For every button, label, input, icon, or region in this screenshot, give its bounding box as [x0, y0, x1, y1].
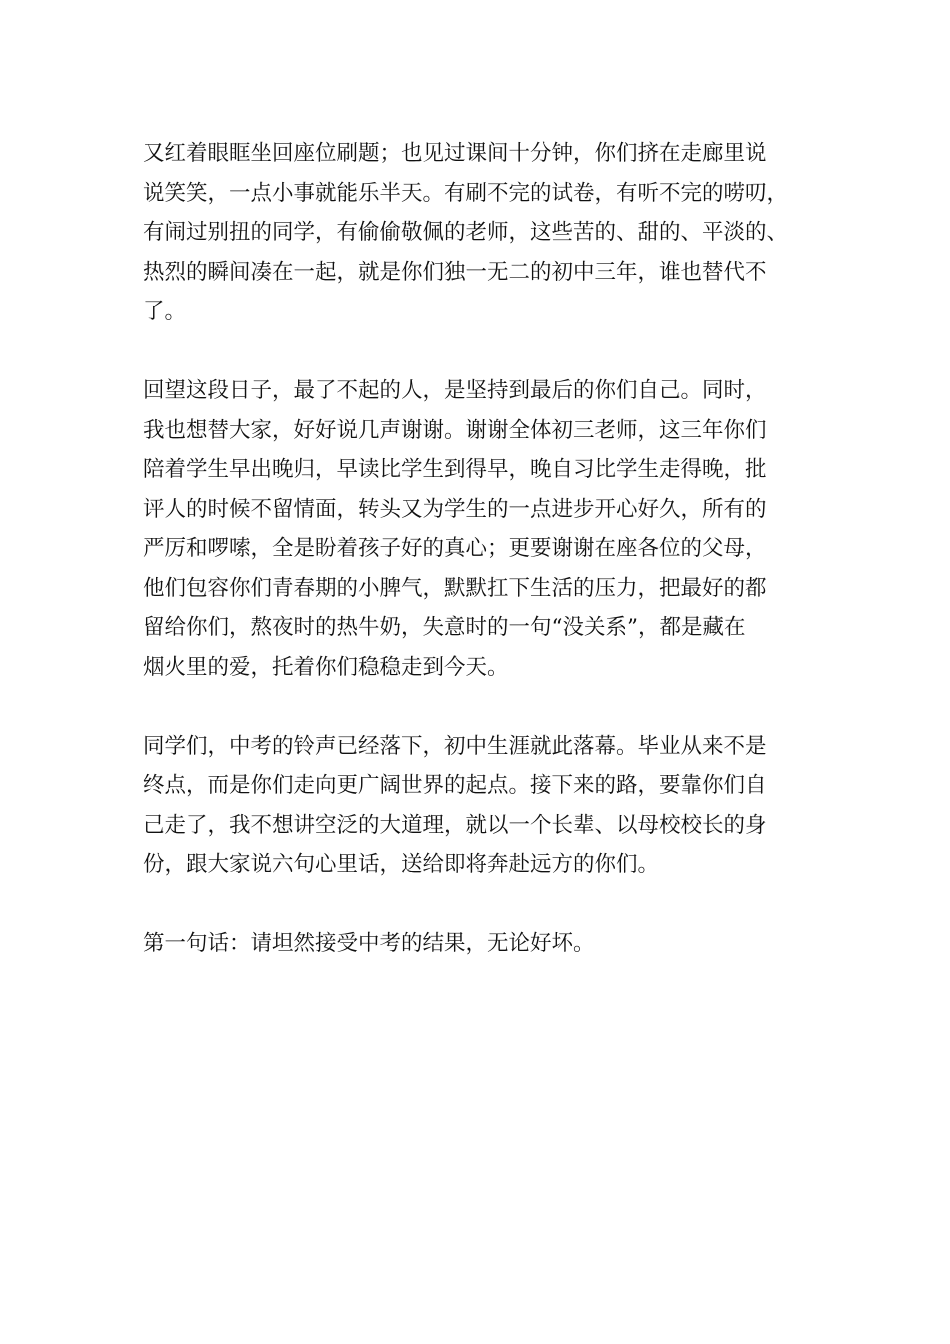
text-line: 严厉和啰嗦，全是盼着孩子好的真心；更要谢谢在座各位的父母， [143, 536, 767, 561]
text-line: 我也想替大家，好好说几声谢谢。谢谢全体初三老师，这三年你们 [143, 417, 767, 443]
text-line: 陪着学生早出晚归，早读比学生到得早，晚自习比学生走得晚，批 [143, 457, 767, 482]
paragraph-1 [143, 134, 833, 332]
paragraph-4 [143, 924, 833, 964]
text-line: 了。 [143, 299, 187, 324]
paragraph-3 [143, 727, 833, 885]
text-line: 己走了，我不想讲空泛的大道理，就以一个长辈、以母校校长的身 [143, 812, 767, 838]
text-line: 同学们，中考的铃声已经落下，初中生涯就此落幕。毕业从来不是 [143, 733, 767, 759]
text-line: 又红着眼眶坐回座位刷题；也见过课间十分钟，你们挤在走廊里说 [143, 141, 767, 166]
text-line: 评人的时候不留情面，转头又为学生的一点进步开心好久，所有的 [143, 496, 767, 522]
text-line: 说笑笑，一点小事就能乐半天。有刷不完的试卷，有听不完的唠叨， [143, 180, 789, 206]
text-line: 终点，而是你们走向更广阔世界的起点。接下来的路，要靠你们自 [143, 773, 767, 798]
text-line: 第一句话：请坦然接受中考的结果，无论好坏。 [143, 931, 595, 956]
document-body [143, 134, 833, 1003]
text-line: 份，跟大家说六句心里话，送给即将奔赴远方的你们。 [143, 852, 660, 877]
text-line: 有闹过别扭的同学，有偷偷敬佩的老师，这些苦的、甜的、平淡的、 [143, 220, 789, 245]
text-line: 烟火里的爱，托着你们稳稳走到今天。 [143, 654, 509, 680]
text-line: 留给你们，熬夜时的热牛奶，失意时的一句“没关系”，都是藏在 [143, 615, 746, 640]
text-line: 回望这段日子，最了不起的人，是坚持到最后的你们自己。同时， [143, 378, 767, 403]
paragraph-2 [143, 371, 833, 687]
text-line: 热烈的瞬间凑在一起，就是你们独一无二的初中三年，谁也替代不 [143, 259, 767, 285]
text-line: 他们包容你们青春期的小脾气，默默扛下生活的压力，把最好的都 [143, 575, 767, 601]
